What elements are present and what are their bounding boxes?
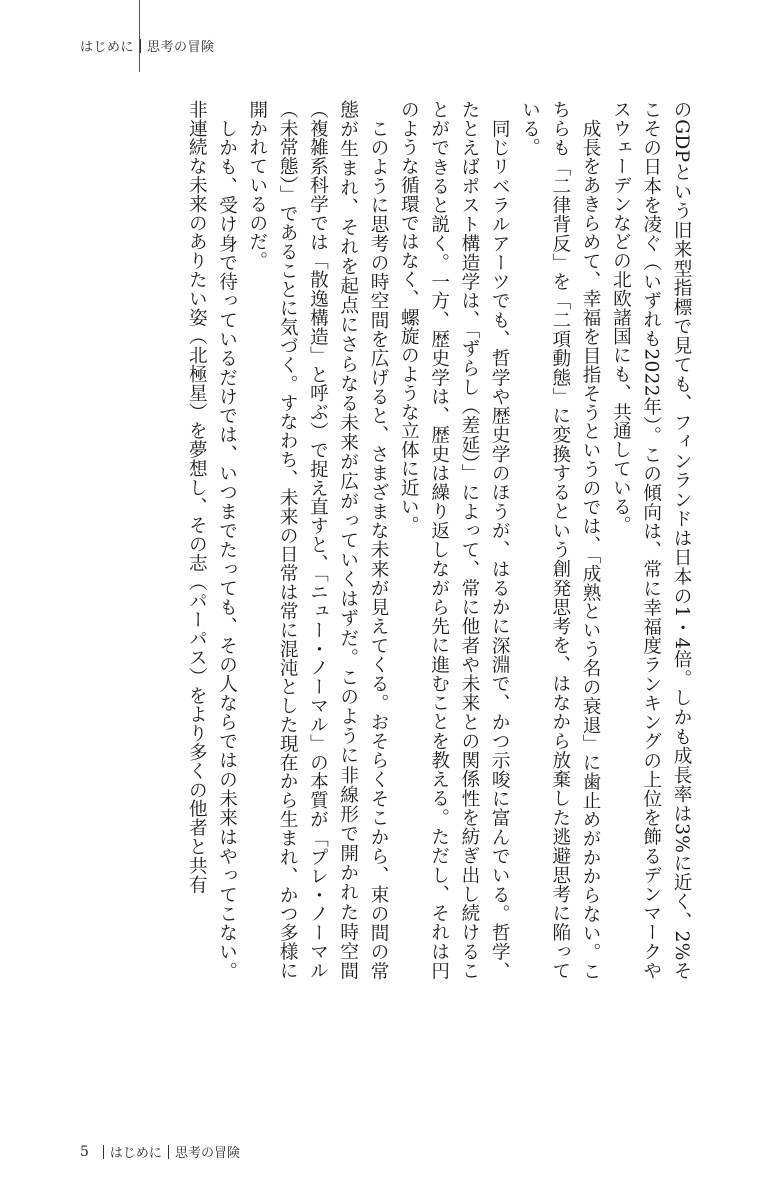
footer-title: 思考の冒険 bbox=[174, 1146, 240, 1161]
page-footer bbox=[80, 1142, 240, 1161]
running-head-title: 思考の冒険 bbox=[147, 40, 215, 55]
paragraph-1: のGDPという旧来型指標で見ても、フィンランドは日本の1・4倍。しかも成長率は3%に近く、2%そこその日本を凌ぐ（いずれも2022年）。この傾向は、常に幸福度ランキングの上位を飾るデンマークやスウェーデンなどの北欧諸国にも、共通している。 bbox=[610, 100, 692, 980]
running-head bbox=[80, 36, 215, 55]
body-text bbox=[82, 100, 696, 980]
running-head-section: はじめに bbox=[80, 40, 135, 55]
footer-section: はじめに bbox=[109, 1146, 162, 1161]
paragraph-3: 同じリベラルアーツでも、哲学や歴史学のほうが、はるかに深淵で、かつ示唆に富んでいる。哲学、たとえばポスト構造学は、「ずらし（差延）」によって、常に他者や未来との関係性を紡ぎ出し続けることができると説く。一方、歴史学は、歴史は繰り返しながら先に進むことを教える。ただし、それは円のような循環ではなく、螺旋のような立体に近い。 bbox=[398, 100, 511, 980]
page-number: 5 bbox=[80, 1143, 89, 1160]
paragraph-2: 成長をあきらめて、幸福を目指そうというのでは、「成熟という名の衰退」に歯止めがかからない。こちらも「二律背反」を「二項動態」に変換するという創発思考を、はなから放棄した逃避思考に陥っている。 bbox=[519, 100, 602, 980]
paragraph-4: このように思考の時空間を広げると、さまざまな未来が見えてくる。おそらくそこから、束の間の常態が生まれ、それを起点にさらなる未来が広がっていくはずだ。このように非線形で開かれた時空間（複雑系科学では「散逸構造」と呼ぶ）で捉え直すと、「ニュー・ノーマル」の本質が「プレ・ノーマル（未常態）」であることに気づく。すなわち、未来の日常は常に混沌とした現在から生まれ、かつ多様に開かれているのだ。 bbox=[246, 100, 390, 980]
footer-separator-1 bbox=[103, 1145, 104, 1159]
paragraph-5: しかも、受け身で待っているだけでは、いつまでたっても、その人ならではの未来はやってこない。非連続な未来のありたい姿（北極星）を夢想し、その志（パーパス）をより多くの他者と共有 bbox=[186, 100, 238, 980]
running-head-separator bbox=[140, 39, 141, 53]
footer-separator-2 bbox=[168, 1145, 169, 1159]
